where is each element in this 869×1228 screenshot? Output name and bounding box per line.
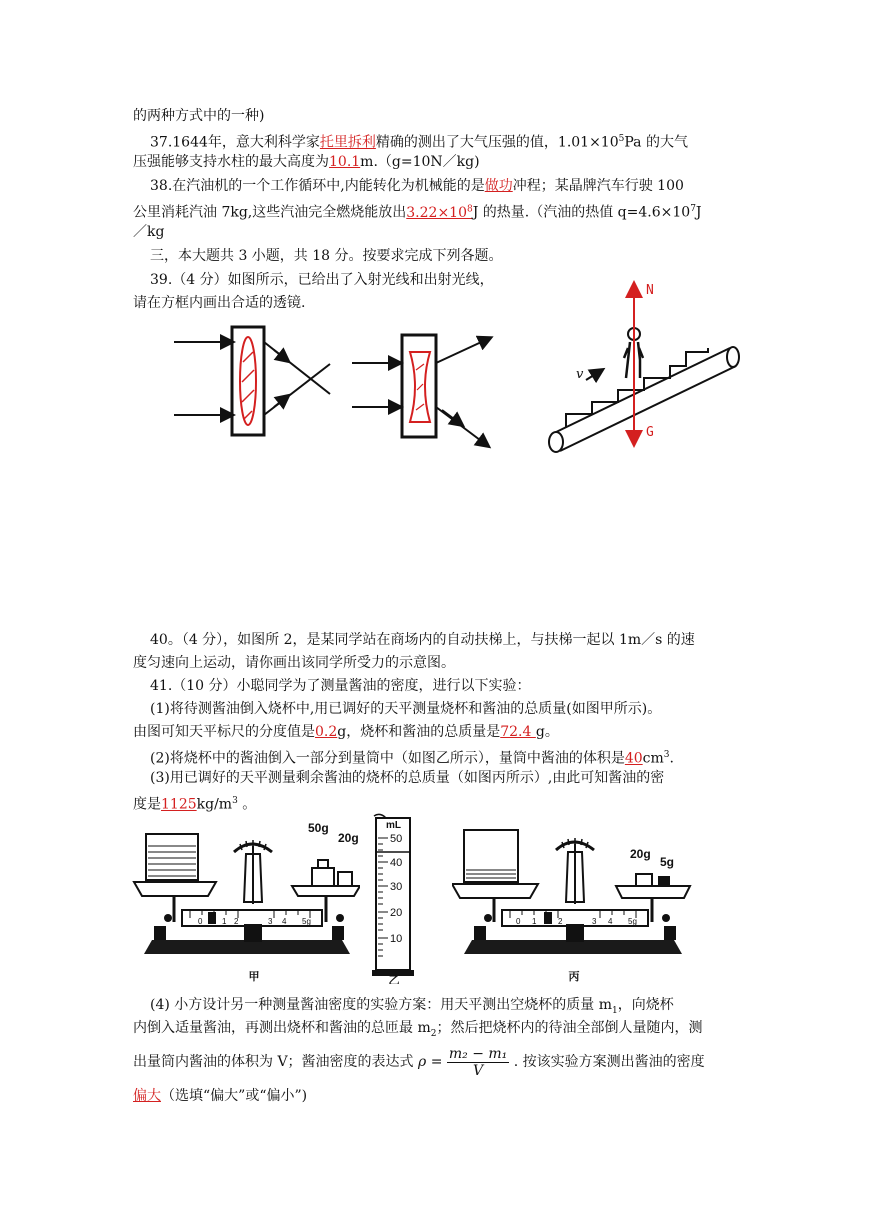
cylinder-unit: mL [386,820,401,831]
answer-37-2: 10.1 [329,154,361,170]
answer-41-4: 1125 [161,796,197,813]
beam-scale-3: 3 [592,917,597,926]
cylinder-tick-20: 20 [390,907,403,919]
figure-caption-jia: 甲 [248,970,260,983]
formula-numerator: m₂ − m₁ [448,1045,508,1062]
measuring-cylinder-figure [366,812,432,984]
balance-figure-bing [452,812,702,987]
weight-label-1: 50g [308,821,329,835]
figure-caption-yi: 乙 [388,974,400,984]
cylinder-tick-40: 40 [390,857,403,869]
question-41-4-cont: 内倒入适量酱油，再测出烧杯和酱油的总匝最 $m_2$；然后把烧杯内的待油全部倒人量随内，测 [133,1020,703,1039]
beam-scale-0: 0 [198,917,203,926]
cylinder-tick-10: 10 [390,933,403,945]
cylinder-tick-30: 30 [390,881,403,893]
beam-scale-2: 2 [234,917,239,926]
weight-label-2: 5g [660,855,675,869]
question-41: 41.（10 分）小聪同学为了测量酱油的密度，进行以下实验： [150,678,531,694]
formula-denominator: V [473,1062,484,1079]
question-41-1-cont: 由图可知天平标尺的分度值是0.2g，烧杯和酱油的总质量是72.4 g。 [133,724,559,740]
beam-scale-5: 5g [302,917,311,926]
section-heading: 三，本大题共 3 小题，共 18 分。按要求完成下列各题。 [150,248,503,264]
beam-scale-4: 4 [282,917,287,926]
answer-41-3: 40 [624,750,643,767]
beam-scale-4: 4 [608,917,613,926]
answer-41-2: 72.4 [500,724,536,740]
answer-37-1: 托里拆利 [319,134,376,151]
force-N-label: N [646,283,654,298]
weight-label-2: 20g [338,831,359,845]
question-41-1: (1)将待测酱油倒入烧杯中,用已调好的天平测量烧杯和酱油的总质量(如图甲所示)。 [150,701,662,717]
beam-scale-3: 3 [268,917,273,926]
question-37-cont: 压强能够支持水柱的最大高度为10.1m.（g=10N／kg) [133,154,480,170]
beam-scale-1: 1 [222,917,227,926]
lens-figure-convex [170,322,340,442]
question-41-4: (4) 小方设计另一种测量酱油密度的实验方案：用天平测出空烧杯的质量 $m_1$，向烧杯 [150,997,674,1016]
question-39-cont: 请在方框内画出合适的透镜. [133,295,306,311]
force-G-label: G [646,425,654,440]
question-41-3: (3)用已调好的天平测量剩余酱油的烧杯的总质量（如图丙所示）,由此可知酱油的密 [150,770,665,786]
question-41-2: (2)将烧杯中的酱油倒入一部分到量筒中（如图乙所示），量筒中酱油的体积是$40cm^3$. [150,750,674,767]
beam-scale-0: 0 [516,917,521,926]
beam-scale-1: 1 [532,917,537,926]
beam-scale-2: 2 [558,917,563,926]
beam-scale-5: 5g [628,917,637,926]
answer-38-1: 做功 [484,178,513,194]
question-40: 40。（4 分），如图所 2，是某同学站在商场内的自动扶梯上，与扶梯一起以 1m／s 的速 [150,632,695,648]
question-41-4-formula-line: 出量筒内酱油的体积为 V；酱油密度的表达式 ρ = $\frac{\text{m₂ − m₁}}{V}$ . 按该实验方案测出酱油的密度 [133,1045,705,1079]
escalator-figure [540,276,745,466]
question-41-3-cont: 度是$1125kg/m^3$ 。 [133,796,257,813]
question-39: 39.（4 分）如图所示，已给出了入射光线和出射光线， [150,272,494,288]
question-38-cont: 公里消耗汽油 7kg,这些汽油完全燃烧能放出$3.22\times 10^8J$ 的热量.（汽油的热值 $q=4.6\times 10^7J$ [133,204,702,221]
lens-figure-concave [350,330,500,452]
density-formula [447,1046,509,1079]
question-38: 38.在汽油机的一个工作循环中,内能转化为机械能的是做功冲程；某晶牌汽车行驶 100 [150,178,684,194]
answer-38-2: $3.22\times 10^8$ [406,204,473,221]
cylinder-tick-50: 50 [390,833,403,845]
question-38-cont2: ／kg [133,224,165,240]
weight-label-1: 20g [630,847,651,861]
question-40-cont: 度匀速向上运动，请你画出该同学所受力的示意图。 [133,655,455,671]
question-37: 37.1644年，意大利科学家托里拆利精确的测出了大气压强的值，$1.01\times 10^5Pa$ 的大气 [150,134,688,151]
answer-41-1: 0.2 [315,724,338,740]
formula-rho: ρ = [418,1054,443,1070]
answer-41-5: 偏大 [133,1088,161,1104]
figure-caption-bing: 丙 [568,970,580,983]
velocity-label: v [576,367,584,382]
balance-figure-jia [132,812,360,987]
question-41-4-answer: 偏大（选填“偏大”或“偏小”) [133,1088,308,1104]
text-line: 的两种方式中的一种) [133,108,265,124]
